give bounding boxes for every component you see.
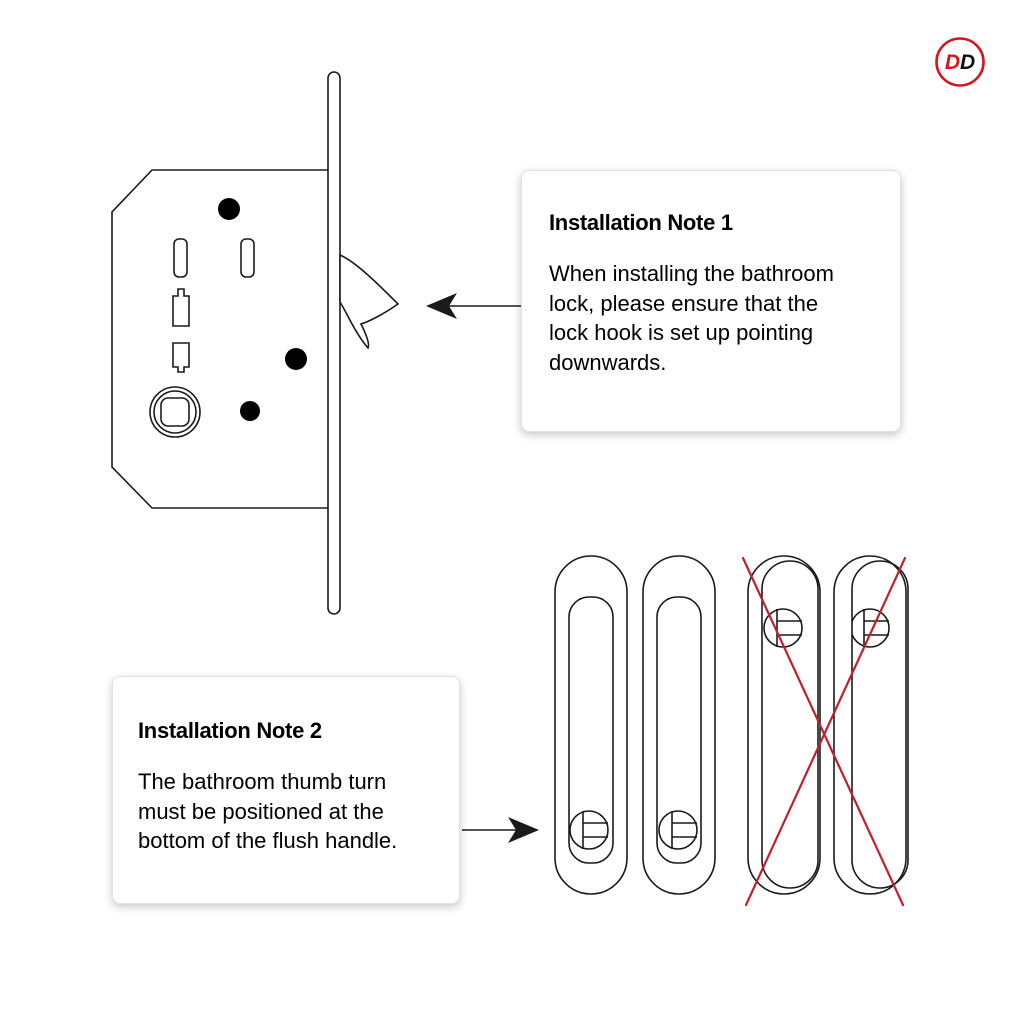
- flush-handle-incorrect-1: [748, 556, 820, 894]
- arrow-note1: [426, 293, 521, 319]
- flush-handle-correct-2: [643, 556, 715, 894]
- handle-outer: [643, 556, 715, 894]
- handle-outer: [555, 556, 627, 894]
- logo-letter-1: D: [944, 51, 960, 74]
- note-1-line: lock hook is set up pointing: [549, 320, 814, 345]
- mortice-lock: [112, 72, 398, 614]
- handle-outer: [834, 556, 906, 894]
- thumb-turn-icon: [851, 609, 889, 647]
- note-2-line: bottom of the flush handle.: [138, 828, 398, 853]
- spindle-outer: [150, 387, 200, 437]
- cross-out-icon: [743, 558, 905, 905]
- spindle-square: [161, 398, 189, 426]
- note-1-title: Installation Note 1: [549, 210, 733, 235]
- note-2-line: The bathroom thumb turn: [138, 769, 387, 794]
- note-1-line: lock, please ensure that the: [549, 290, 819, 316]
- flush-handle-correct-1: [555, 556, 627, 894]
- note-1-line: When installing the bathroom: [549, 261, 834, 286]
- fixing-hole-top: [218, 198, 240, 220]
- thumb-turn-icon: [570, 811, 608, 849]
- note-2-title: Installation Note 2: [138, 718, 322, 743]
- slot-right-top: [241, 239, 254, 277]
- handle-outer: [748, 556, 820, 894]
- lock-case: [112, 170, 328, 508]
- lock-faceplate: [328, 72, 340, 614]
- note-1-line: downwards.: [549, 349, 667, 375]
- thumb-turn-icon: [659, 811, 697, 849]
- fixing-hole-bottom: [240, 401, 260, 421]
- slot-key-upper: [173, 289, 189, 326]
- fixing-holes: [218, 198, 307, 421]
- cross-line-2: [746, 558, 905, 905]
- flush-handle-incorrect-2: [834, 556, 908, 894]
- note-2-body: [138, 767, 439, 856]
- arrow-note2: [462, 817, 539, 843]
- cross-line-1: [743, 558, 903, 905]
- fixing-hole-middle: [285, 348, 307, 370]
- slot-key-lower: [173, 343, 189, 372]
- logo-letter-2: D: [960, 51, 976, 74]
- installation-note-1: [521, 170, 901, 432]
- note-2-line: must be positioned at the: [138, 798, 384, 824]
- installation-note-2: [112, 676, 460, 904]
- note-1-body: [549, 259, 880, 377]
- lock-hook-icon: [340, 255, 398, 348]
- slot-left-top: [174, 239, 187, 277]
